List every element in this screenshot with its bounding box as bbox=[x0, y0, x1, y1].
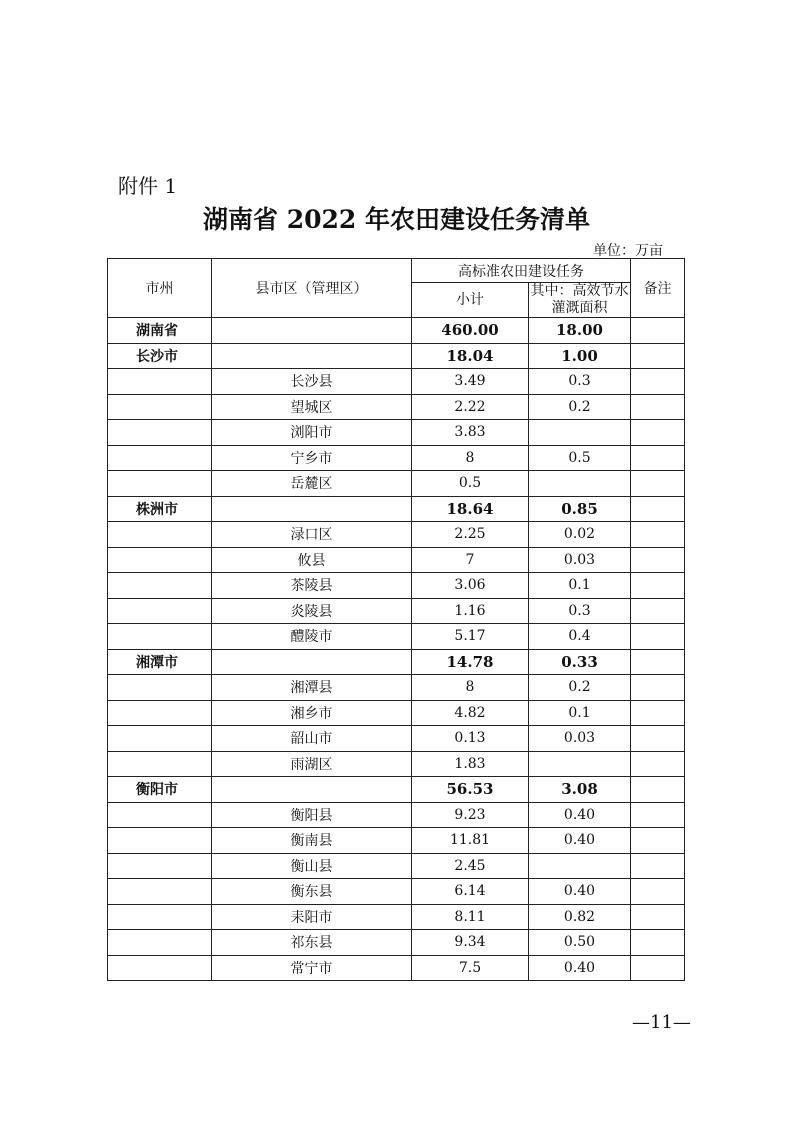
cell-city bbox=[108, 598, 212, 624]
cell-city: 湘潭市 bbox=[108, 649, 212, 675]
table-row bbox=[108, 394, 685, 420]
table-row bbox=[108, 879, 685, 905]
cell-county: 望城区 bbox=[212, 394, 412, 420]
cell-county: 长沙县 bbox=[212, 369, 412, 395]
cell-remark bbox=[631, 726, 685, 752]
table-row bbox=[108, 496, 685, 522]
table-row bbox=[108, 624, 685, 650]
cell-subtotal: 5.17 bbox=[412, 624, 529, 650]
cell-remark bbox=[631, 751, 685, 777]
cell-remark bbox=[631, 777, 685, 803]
cell-city bbox=[108, 471, 212, 497]
cell-subtotal: 8 bbox=[412, 675, 529, 701]
table-row bbox=[108, 700, 685, 726]
cell-city bbox=[108, 624, 212, 650]
cell-water-saving bbox=[529, 853, 631, 879]
cell-subtotal: 2.25 bbox=[412, 522, 529, 548]
cell-county: 衡阳县 bbox=[212, 802, 412, 828]
cell-remark bbox=[631, 828, 685, 854]
cell-county bbox=[212, 343, 412, 369]
cell-county: 茶陵县 bbox=[212, 573, 412, 599]
cell-water-saving: 0.50 bbox=[529, 930, 631, 956]
cell-city bbox=[108, 853, 212, 879]
cell-water-saving: 18.00 bbox=[529, 318, 631, 344]
cell-city bbox=[108, 675, 212, 701]
cell-city bbox=[108, 369, 212, 395]
cell-subtotal: 9.23 bbox=[412, 802, 529, 828]
cell-city: 衡阳市 bbox=[108, 777, 212, 803]
cell-subtotal: 9.34 bbox=[412, 930, 529, 956]
header-remarks: 备注 bbox=[631, 259, 685, 318]
cell-remark bbox=[631, 649, 685, 675]
cell-water-saving: 0.02 bbox=[529, 522, 631, 548]
cell-remark bbox=[631, 522, 685, 548]
cell-remark bbox=[631, 343, 685, 369]
annex-label: 附件 1 bbox=[118, 174, 178, 198]
cell-water-saving: 0.2 bbox=[529, 394, 631, 420]
cell-subtotal: 3.49 bbox=[412, 369, 529, 395]
cell-city bbox=[108, 726, 212, 752]
cell-city bbox=[108, 879, 212, 905]
cell-remark bbox=[631, 496, 685, 522]
cell-city bbox=[108, 394, 212, 420]
header-county: 县市区（管理区） bbox=[212, 259, 412, 318]
cell-remark bbox=[631, 955, 685, 981]
cell-remark bbox=[631, 624, 685, 650]
cell-city bbox=[108, 930, 212, 956]
cell-city bbox=[108, 751, 212, 777]
cell-county bbox=[212, 318, 412, 344]
header-row-1 bbox=[108, 259, 685, 283]
cell-remark bbox=[631, 904, 685, 930]
cell-city bbox=[108, 445, 212, 471]
task-table bbox=[107, 258, 685, 981]
cell-city bbox=[108, 802, 212, 828]
cell-county: 韶山市 bbox=[212, 726, 412, 752]
table-row bbox=[108, 675, 685, 701]
cell-water-saving: 0.3 bbox=[529, 369, 631, 395]
cell-county: 衡南县 bbox=[212, 828, 412, 854]
unit-label: 单位：万亩 bbox=[593, 243, 663, 259]
cell-subtotal: 2.22 bbox=[412, 394, 529, 420]
cell-city bbox=[108, 828, 212, 854]
table-row bbox=[108, 369, 685, 395]
table-row bbox=[108, 420, 685, 446]
cell-water-saving: 0.4 bbox=[529, 624, 631, 650]
cell-water-saving: 0.1 bbox=[529, 700, 631, 726]
cell-subtotal: 4.82 bbox=[412, 700, 529, 726]
table-row bbox=[108, 726, 685, 752]
cell-water-saving bbox=[529, 751, 631, 777]
cell-water-saving: 3.08 bbox=[529, 777, 631, 803]
cell-remark bbox=[631, 930, 685, 956]
cell-remark bbox=[631, 445, 685, 471]
table-row bbox=[108, 471, 685, 497]
cell-county bbox=[212, 496, 412, 522]
cell-remark bbox=[631, 369, 685, 395]
cell-city bbox=[108, 700, 212, 726]
cell-water-saving: 0.03 bbox=[529, 726, 631, 752]
cell-subtotal: 0.13 bbox=[412, 726, 529, 752]
table-row bbox=[108, 955, 685, 981]
cell-city bbox=[108, 420, 212, 446]
cell-county: 雨湖区 bbox=[212, 751, 412, 777]
cell-subtotal: 3.06 bbox=[412, 573, 529, 599]
cell-water-saving: 0.3 bbox=[529, 598, 631, 624]
cell-water-saving: 0.85 bbox=[529, 496, 631, 522]
cell-subtotal: 56.53 bbox=[412, 777, 529, 803]
cell-subtotal: 7.5 bbox=[412, 955, 529, 981]
cell-city bbox=[108, 522, 212, 548]
cell-county: 炎陵县 bbox=[212, 598, 412, 624]
cell-water-saving: 0.1 bbox=[529, 573, 631, 599]
cell-city bbox=[108, 955, 212, 981]
cell-city bbox=[108, 904, 212, 930]
cell-county: 醴陵市 bbox=[212, 624, 412, 650]
cell-water-saving: 1.00 bbox=[529, 343, 631, 369]
header-subtotal: 小计 bbox=[412, 283, 529, 318]
cell-county: 宁乡市 bbox=[212, 445, 412, 471]
cell-county: 浏阳市 bbox=[212, 420, 412, 446]
table-row bbox=[108, 904, 685, 930]
cell-remark bbox=[631, 700, 685, 726]
page-number: —11— bbox=[632, 1012, 691, 1033]
table-row bbox=[108, 930, 685, 956]
cell-subtotal: 0.5 bbox=[412, 471, 529, 497]
table-row bbox=[108, 777, 685, 803]
cell-water-saving: 0.03 bbox=[529, 547, 631, 573]
cell-water-saving: 0.33 bbox=[529, 649, 631, 675]
cell-subtotal: 1.16 bbox=[412, 598, 529, 624]
cell-county bbox=[212, 649, 412, 675]
table-row bbox=[108, 547, 685, 573]
cell-city: 株洲市 bbox=[108, 496, 212, 522]
cell-subtotal: 18.04 bbox=[412, 343, 529, 369]
cell-remark bbox=[631, 394, 685, 420]
table-row bbox=[108, 318, 685, 344]
table-row bbox=[108, 598, 685, 624]
cell-subtotal: 460.00 bbox=[412, 318, 529, 344]
cell-city: 湖南省 bbox=[108, 318, 212, 344]
cell-remark bbox=[631, 547, 685, 573]
table-row bbox=[108, 802, 685, 828]
cell-remark bbox=[631, 802, 685, 828]
table-row bbox=[108, 853, 685, 879]
table-row bbox=[108, 573, 685, 599]
cell-subtotal: 6.14 bbox=[412, 879, 529, 905]
cell-city bbox=[108, 547, 212, 573]
cell-subtotal: 3.83 bbox=[412, 420, 529, 446]
cell-water-saving: 0.5 bbox=[529, 445, 631, 471]
cell-water-saving: 0.2 bbox=[529, 675, 631, 701]
cell-subtotal: 2.45 bbox=[412, 853, 529, 879]
cell-subtotal: 14.78 bbox=[412, 649, 529, 675]
table-row bbox=[108, 649, 685, 675]
cell-subtotal: 8.11 bbox=[412, 904, 529, 930]
cell-subtotal: 11.81 bbox=[412, 828, 529, 854]
cell-water-saving: 0.40 bbox=[529, 802, 631, 828]
cell-subtotal: 8 bbox=[412, 445, 529, 471]
cell-remark bbox=[631, 420, 685, 446]
cell-remark bbox=[631, 471, 685, 497]
cell-city: 长沙市 bbox=[108, 343, 212, 369]
cell-county: 祁东县 bbox=[212, 930, 412, 956]
header-water-saving: 其中：高效节水灌溉面积 bbox=[530, 283, 629, 316]
cell-city bbox=[108, 573, 212, 599]
cell-remark bbox=[631, 318, 685, 344]
cell-remark bbox=[631, 573, 685, 599]
cell-county: 衡山县 bbox=[212, 853, 412, 879]
cell-county: 攸县 bbox=[212, 547, 412, 573]
cell-county: 岳麓区 bbox=[212, 471, 412, 497]
cell-remark bbox=[631, 853, 685, 879]
table-row bbox=[108, 828, 685, 854]
cell-county: 耒阳市 bbox=[212, 904, 412, 930]
cell-county: 湘潭县 bbox=[212, 675, 412, 701]
table-row bbox=[108, 751, 685, 777]
cell-water-saving: 0.82 bbox=[529, 904, 631, 930]
cell-county: 衡东县 bbox=[212, 879, 412, 905]
cell-water-saving: 0.40 bbox=[529, 828, 631, 854]
cell-remark bbox=[631, 879, 685, 905]
cell-county: 常宁市 bbox=[212, 955, 412, 981]
cell-subtotal: 7 bbox=[412, 547, 529, 573]
cell-county: 渌口区 bbox=[212, 522, 412, 548]
cell-water-saving: 0.40 bbox=[529, 955, 631, 981]
cell-county bbox=[212, 777, 412, 803]
cell-remark bbox=[631, 598, 685, 624]
cell-remark bbox=[631, 675, 685, 701]
table-row bbox=[108, 343, 685, 369]
cell-subtotal: 18.64 bbox=[412, 496, 529, 522]
table-row bbox=[108, 445, 685, 471]
page-title: 湖南省 2022 年农田建设任务清单 bbox=[203, 205, 590, 234]
cell-water-saving bbox=[529, 420, 631, 446]
header-city: 市州 bbox=[108, 259, 212, 318]
cell-county: 湘乡市 bbox=[212, 700, 412, 726]
cell-subtotal: 1.83 bbox=[412, 751, 529, 777]
table-row bbox=[108, 522, 685, 548]
cell-water-saving bbox=[529, 471, 631, 497]
cell-water-saving: 0.40 bbox=[529, 879, 631, 905]
header-task-group: 高标准农田建设任务 bbox=[412, 259, 631, 283]
